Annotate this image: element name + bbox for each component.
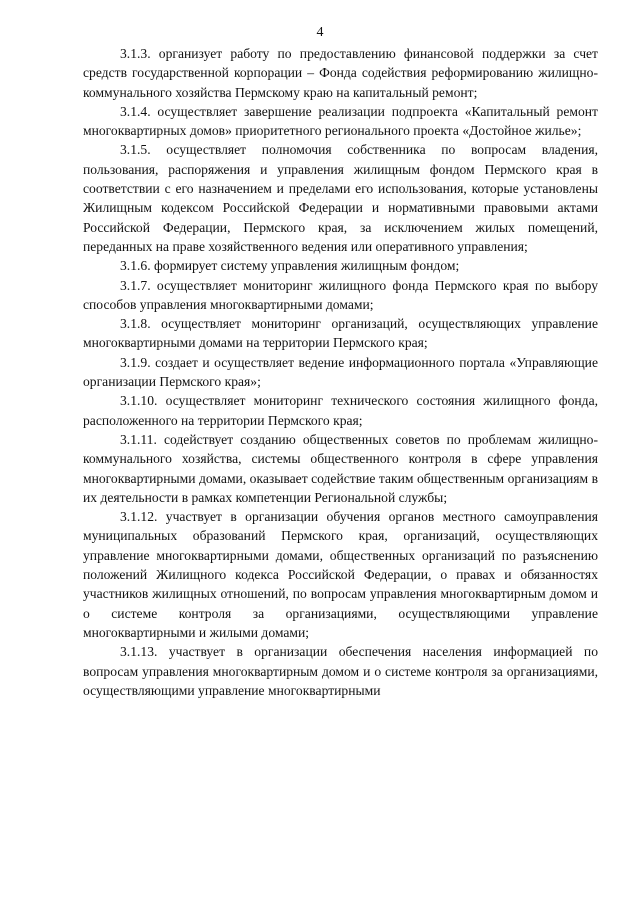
paragraph-3-1-6: 3.1.6. формирует систему управления жилищным фондом; xyxy=(120,258,460,274)
paragraph-3-1-8: 3.1.8. осуществляет мониторинг организаций, осуществляющих управление многоквартирными домами на территории Пермского края; xyxy=(83,316,598,351)
paragraph-3-1-4: 3.1.4. осуществляет завершение реализации подпроекта «Капитальный ремонт многоквартирных домов» приоритетного регионального проекта «Достойное жилье»; xyxy=(83,103,598,139)
paragraph-3-1-11: 3.1.11. содействует созданию общественных советов по проблемам жилищно-коммунального хозяйства, системы общественного контроля в сфере управления многоквартирными домами, оказывает содействие таким общественным организациям в их деятельности в рамках компетенции Региональной службы; xyxy=(83,431,598,505)
paragraph-3-1-3: 3.1.3. организует работу по предоставлению финансовой поддержки за счет средств государственной корпорации – Фонда содействия реформированию жилищно-коммунального хозяйства Пермскому краю на капитальный ремонт; xyxy=(83,46,598,100)
paragraph-3-1-10: 3.1.10. осуществляет мониторинг технического состояния жилищного фонда, расположенного на территории Пермского края; xyxy=(83,393,598,428)
paragraph-3-1-7: 3.1.7. осуществляет мониторинг жилищного фонда Пермского края по выбору способов управления многоквартирными домами; xyxy=(83,277,598,312)
paragraph-3-1-13: 3.1.13. участвует в организации обеспечения населения информацией по вопросам управления многоквартирным домом и о системе контроля за организациями, осуществляющими управление многоквартирными xyxy=(83,644,598,698)
paragraph-3-1-12: 3.1.12. участвует в организации обучения органов местного самоуправления муниципальных образований Пермского края, организаций, осуществляющих управление многоквартирными домами, общественных организаций по разъяснению положений Жилищного кодекса Российской Федерации, о правах и обязанностях участников жилищных отношений, по вопросам управления многоквартирным домом и о системе контроля за организациями, осуществляющими управление многоквартирными и жилыми домами; xyxy=(83,509,598,640)
page-number: 4 xyxy=(316,25,324,40)
paragraph-3-1-9: 3.1.9. создает и осуществляет ведение информационного портала «Управляющие организации Пермского края»; xyxy=(83,354,598,390)
document-body xyxy=(83,44,598,700)
paragraph-3-1-5: 3.1.5. осуществляет полномочия собственника по вопросам владения, пользования, распоряжения и управления жилищным фондом Пермского края в соответствии с его назначением и пределами его использования, которые установлены Жилищным кодексом Российской Федерации и нормативными правовыми актами Российской Федерации, Пермского края, за исключением жилых помещений, переданных на праве хозяйственного ведения или оперативного управления; xyxy=(83,142,598,254)
